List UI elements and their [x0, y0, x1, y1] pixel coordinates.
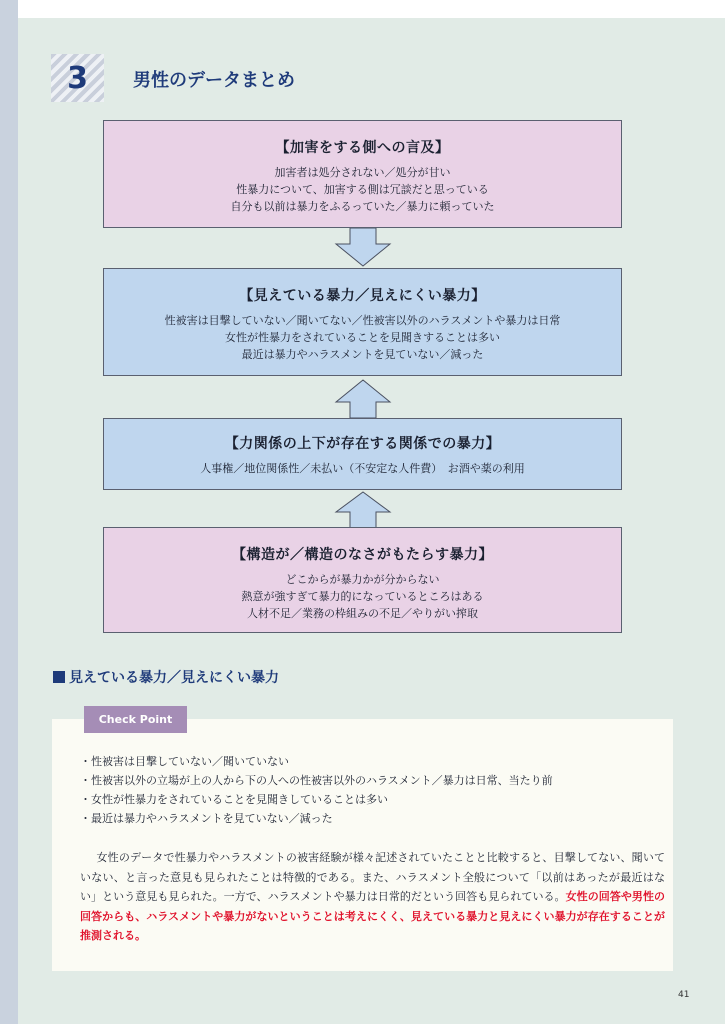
flow-box-title: 【加害をする側への言及】 — [275, 140, 450, 156]
flow-box-line: 性暴力について、加害する側は冗談だと思っている — [236, 183, 489, 196]
section-number: 3 — [67, 60, 88, 96]
check-point-bullets — [80, 752, 670, 828]
list-item: ・ 性被害以外の立場が上の人から下の人への性被害以外のハラスメント／暴力は日常、当たり前 — [80, 771, 670, 790]
flow-box-visible-violence — [103, 268, 622, 376]
list-item: ・ 最近は暴力やハラスメントを見ていない／減った — [80, 809, 670, 828]
section-title: 男性のデータまとめ — [133, 70, 295, 91]
check-point-label: Check Point — [84, 706, 187, 733]
flow-box-line: 最近は暴力やハラスメントを見ていない／減った — [241, 348, 484, 361]
flow-box-line: 女性が性暴力をされていることを見聞きすることは多い — [225, 331, 500, 344]
flow-box-title: 【力関係の上下が存在する関係での暴力】 — [224, 436, 501, 452]
list-item: ・ 性被害は目撃していない／聞いていない — [80, 752, 670, 771]
flow-box-power-relation — [103, 418, 622, 490]
arrow-up-icon — [334, 490, 392, 528]
flow-box-title: 【構造が／構造のなさがもたらす暴力】 — [232, 547, 493, 563]
flow-box-line: 人材不足／業務の枠組みの不足／やりがい搾取 — [247, 607, 478, 620]
square-bullet-icon — [53, 671, 65, 683]
paragraph-emphasis: 女性の回答や男性の回答からも、ハラスメントや暴力がないということは考えにくく、見えている暴力と見えにくい暴力が存在することが推測される。 — [80, 890, 666, 942]
flow-box-structure — [103, 527, 622, 633]
subsection-title: 見えている暴力／見えにくい暴力 — [69, 670, 279, 686]
flow-box-line: 人事権／地位関係性／未払い（不安定な人件費） お酒や薬の利用 — [200, 462, 525, 475]
flow-box-line: 熱意が強すぎて暴力的になっているところはある — [241, 590, 484, 603]
left-edge-band — [0, 0, 18, 1024]
list-item: ・ 女性が性暴力をされていることを見聞きしていることは多い — [80, 790, 670, 809]
section-number-badge — [51, 54, 104, 102]
flow-box-perpetrator — [103, 120, 622, 228]
flow-box-line: 自分も以前は暴力をふるっていた／暴力に頼っていた — [230, 200, 495, 213]
flow-box-title: 【見えている暴力／見えにくい暴力】 — [239, 288, 486, 304]
flow-box-line: 性被害は目撃していない／聞いてない／性被害以外のハラスメントや暴力は日常 — [164, 314, 561, 327]
page-number: 41 — [678, 990, 690, 1000]
flow-box-line: 加害者は処分されない／処分が甘い — [274, 166, 451, 179]
subsection-heading — [53, 667, 279, 687]
flow-box-line: どこからが暴力かが分からない — [285, 573, 440, 586]
top-margin — [0, 0, 725, 18]
paragraph-body: 女性のデータで性暴力やハラスメントの被害経験が様々記述されていたことと比較すると、目撃してない、聞いていない、と言った意見も見られたことは特徴的である。また、ハラスメント全般について「以前はあったが最近はない」という意見も見られた。一方で、ハラスメントや暴力は日常的だという回答も見られている。 — [80, 851, 665, 903]
arrow-up-icon — [334, 378, 392, 418]
check-point-paragraph — [80, 848, 665, 946]
arrow-down-icon — [334, 228, 392, 268]
